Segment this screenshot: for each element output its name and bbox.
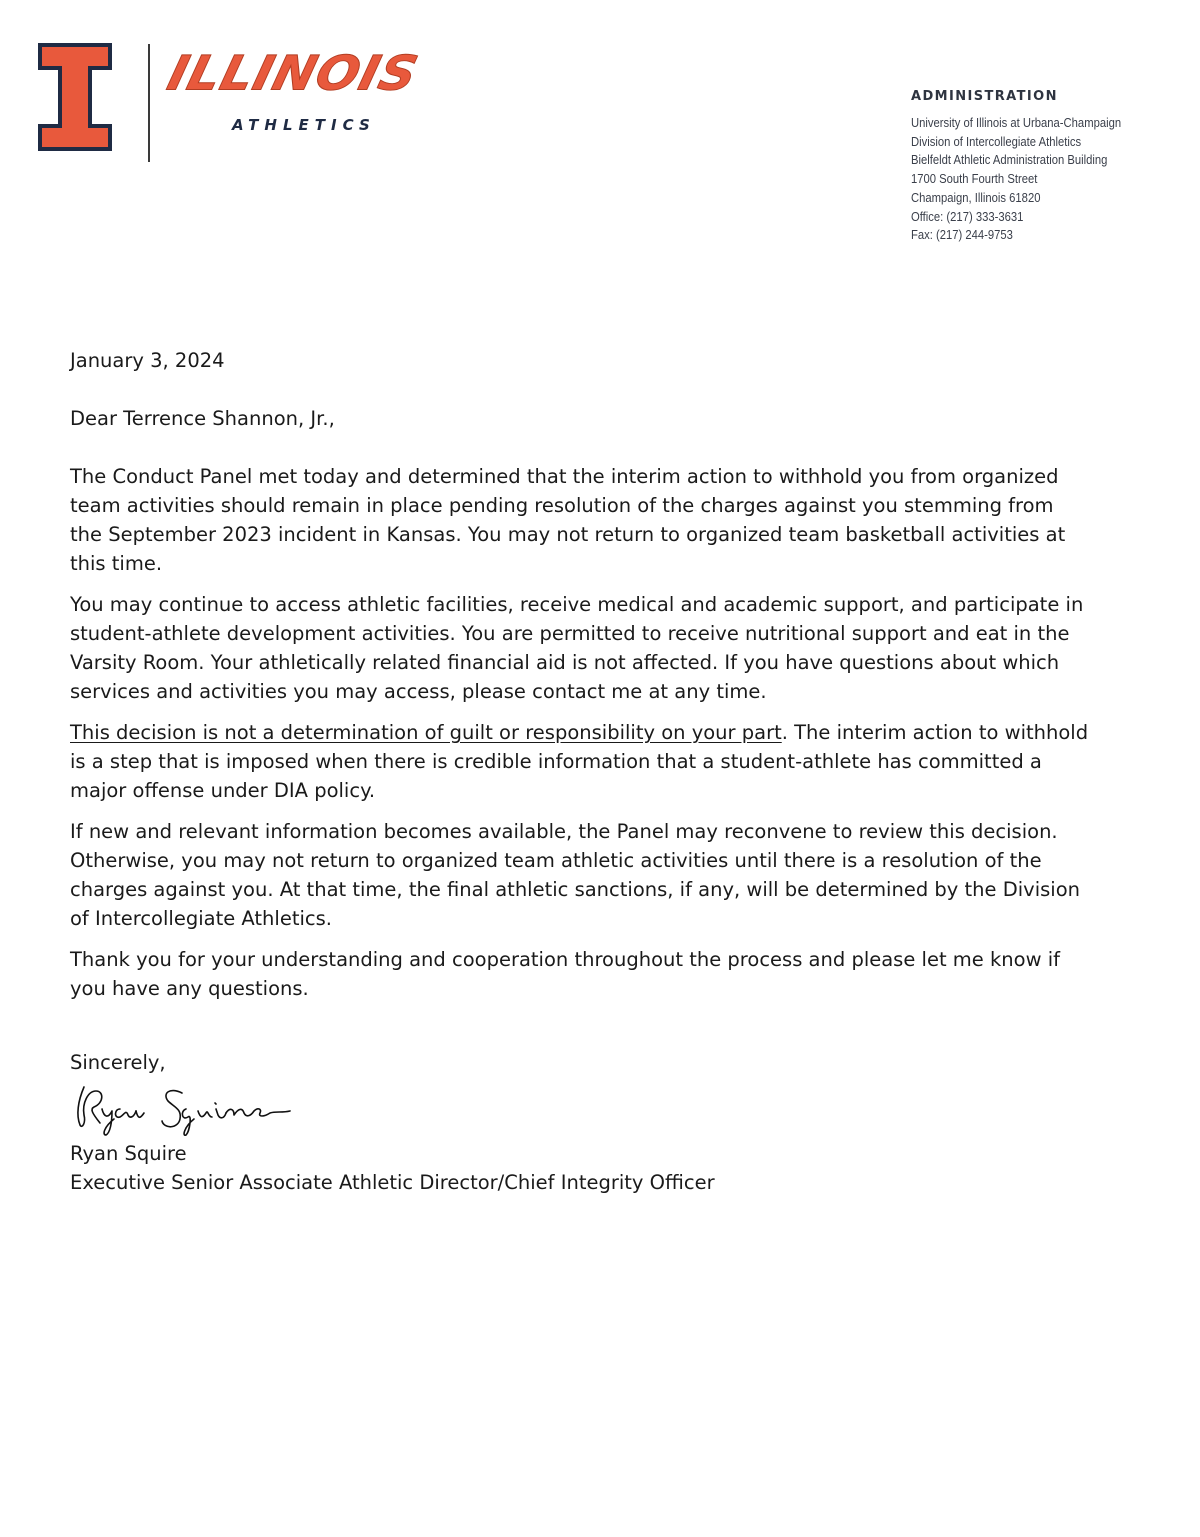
block-i-logo: [38, 43, 112, 151]
letter-closing: Sincerely,: [70, 1051, 166, 1074]
address-line-building: Bielfeldt Athletic Administration Building: [911, 153, 1108, 168]
signer-name: Ryan Squire: [70, 1142, 187, 1165]
wordmark-athletics: ATHLETICS: [232, 116, 376, 134]
letterhead-logo: [36, 40, 456, 170]
address-line-office-phone: Office: (217) 333-3631: [911, 209, 1024, 224]
paragraph-reconvene: If new and relevant information becomes available, the Panel may reconvene to review this decision. Otherwise, you may not return to organized team athletic activities until there is a resolution of the charges against you. At that time, the final athletic sanctions, if any, will be determined by the Division of Intercollegiate Athletics.: [70, 820, 1080, 930]
signer-title: Executive Senior Associate Athletic Director/Chief Integrity Officer: [70, 1171, 715, 1194]
underlined-statement: This decision is not a determination of guilt or responsibility on your part: [70, 721, 782, 744]
logo-divider: [148, 44, 150, 162]
letter-salutation: Dear Terrence Shannon, Jr.,: [70, 407, 335, 430]
paragraph-thank-you: Thank you for your understanding and cooperation throughout the process and please let me know if you have any questions.: [70, 948, 1060, 1000]
paragraph-3-continuation: . The interim action to withhold is a step that is imposed when there is credible information that a student-athlete has committed a major offense under DIA policy.: [70, 721, 1089, 802]
address-line-city: Champaign, Illinois 61820: [911, 190, 1041, 205]
wordmark-illinois: ILLINOIS: [162, 46, 424, 102]
administration-address-block: [911, 89, 1181, 245]
address-line-fax: Fax: (217) 244-9753: [911, 228, 1013, 243]
signer-block: [70, 1139, 1090, 1197]
department-heading: ADMINISTRATION: [911, 89, 1058, 104]
handwritten-signature: [70, 1079, 310, 1139]
letter-body: [70, 346, 1090, 1197]
address-line-division: Division of Intercollegiate Athletics: [911, 134, 1082, 149]
paragraph-interim-action: The Conduct Panel met today and determined that the interim action to withhold you from organized team activities should remain in place pending resolution of the charges against you stemming from the September 2023 incident in Kansas. You may not return to organized team basketball activities at this time.: [70, 465, 1066, 575]
address-line-street: 1700 South Fourth Street: [911, 172, 1038, 187]
paragraph-permitted-access: You may continue to access athletic facilities, receive medical and academic support, and participate in student-athlete development activities. You are permitted to receive nutritional support and eat in the Varsity Room. Your athletically related financial aid is not affected. If you have questions about which services and activities you may access, please contact me at any time.: [70, 593, 1084, 703]
letter-date: January 3, 2024: [70, 349, 225, 372]
address-line-university: University of Illinois at Urbana-Champaign: [911, 116, 1122, 130]
paragraph-not-determination: [70, 718, 1090, 805]
